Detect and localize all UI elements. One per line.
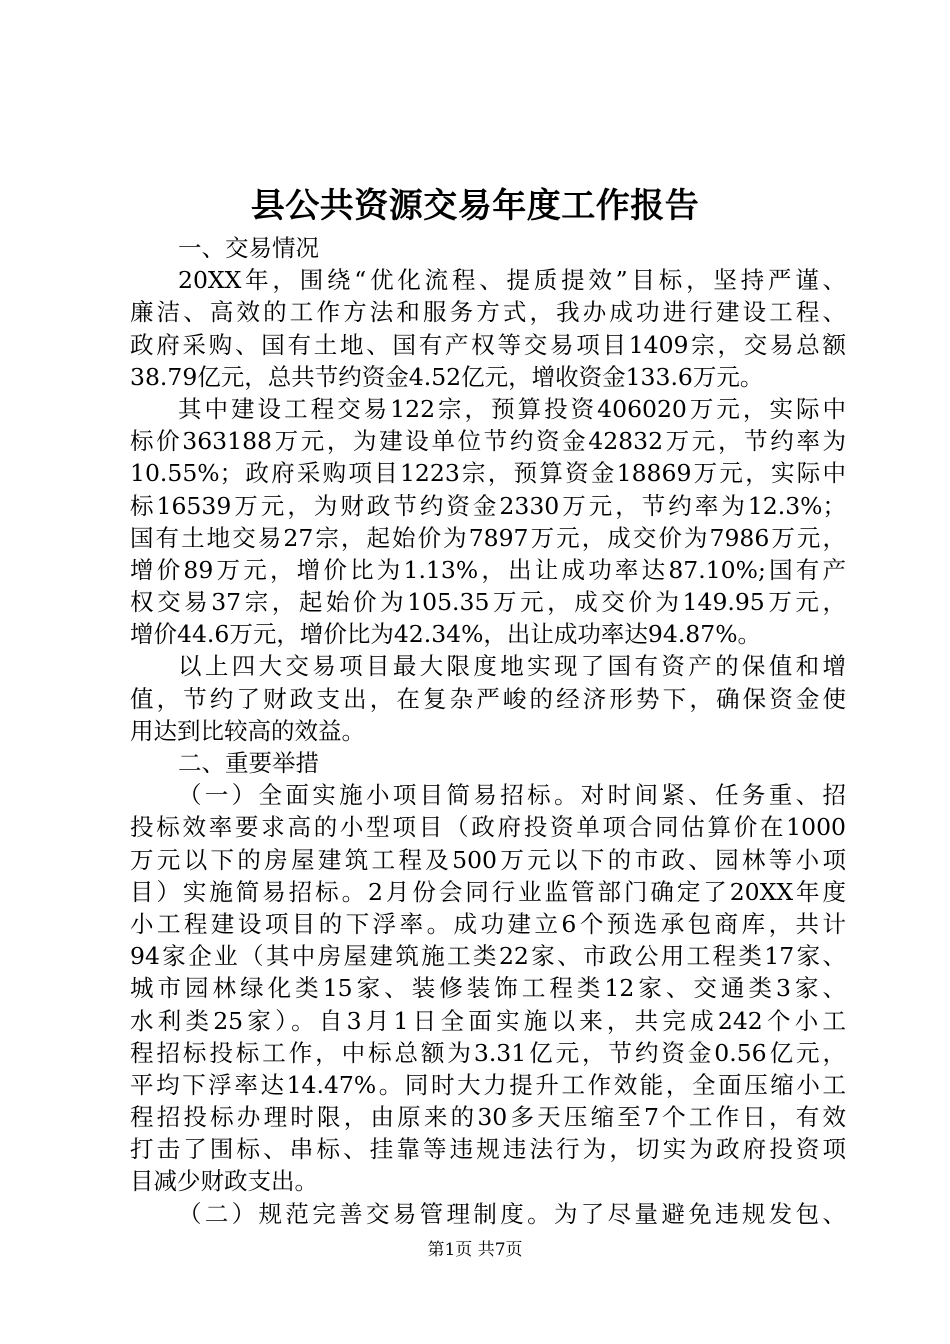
document-body	[130, 232, 846, 1230]
page-footer: 第1页 共7页	[427, 1240, 523, 1260]
paragraph-line: 10.55%；政府采购项目1223宗，预算资金18869万元，实际中	[130, 459, 846, 488]
document-title: 县公共资源交易年度工作报告	[250, 186, 700, 226]
paragraph-line: （一）全面实施小项目简易招标。对时间紧、任务重、招	[178, 781, 846, 810]
paragraph-line: 目）实施简易招标。2月份会同行业监管部门确定了20XX年度	[130, 877, 846, 906]
paragraph-line: 以上四大交易项目最大限度地实现了国有资产的保值和增	[178, 652, 846, 681]
paragraph-line: 用达到比较高的效益。	[130, 716, 365, 745]
paragraph-line: （二）规范完善交易管理制度。为了尽量避免违规发包、	[178, 1199, 846, 1228]
section-heading: 一、交易情况	[178, 234, 319, 262]
paragraph-line: 94家企业（其中房屋建筑施工类22家、市政公用工程类17家、	[130, 942, 846, 971]
paragraph-line: 国有土地交易27宗，起始价为7897万元，成交价为7986万元，	[130, 523, 846, 552]
paragraph-line: 权交易37宗，起始价为105.35万元，成交价为149.95万元，	[130, 588, 846, 617]
paragraph-line: 目减少财政支出。	[130, 1167, 318, 1196]
paragraph-line: 程招投标办理时限，由原来的30多天压缩至7个工作日，有效	[130, 1103, 846, 1132]
paragraph-line: 38.79亿元，总共节约资金4.52亿元，增收资金133.6万元。	[130, 362, 764, 391]
paragraph-line: 标16539万元，为财政节约资金2330万元，节约率为12.3%；	[130, 491, 846, 520]
section-heading: 二、重要举措	[178, 749, 319, 777]
paragraph-line: 水利类25家）。自3月1日全面实施以来，共完成242个小工	[130, 1006, 846, 1035]
paragraph-line: 标价363188万元，为建设单位节约资金42832万元，节约率为	[130, 427, 846, 456]
paragraph-line: 增价89万元，增价比为1.13%，出让成功率达87.10%;国有产	[130, 555, 846, 584]
paragraph-line: 程招标投标工作，中标总额为3.31亿元，节约资金0.56亿元，	[130, 1038, 846, 1067]
paragraph-line: 廉洁、高效的工作方法和服务方式，我办成功进行建设工程、	[130, 298, 846, 327]
paragraph-line: 小工程建设项目的下浮率。成功建立6个预选承包商库，共计	[130, 909, 846, 938]
paragraph-line: 城市园林绿化类15家、装修装饰工程类12家、交通类3家、	[130, 974, 846, 1003]
paragraph-line: 政府采购、国有土地、国有产权等交易项目1409宗，交易总额	[130, 330, 846, 359]
paragraph-line: 平均下浮率达14.47%。同时大力提升工作效能，全面压缩小工	[130, 1070, 846, 1099]
paragraph-line: 值，节约了财政支出，在复杂严峻的经济形势下，确保资金使	[130, 684, 846, 713]
paragraph-line: 增价44.6万元，增价比为42.34%，出让成功率达94.87%。	[130, 620, 762, 649]
paragraph-line: 万元以下的房屋建筑工程及500万元以下的市政、园林等小项	[130, 845, 846, 874]
paragraph-line: 投标效率要求高的小型项目（政府投资单项合同估算价在1000	[130, 813, 846, 842]
paragraph-line: 其中建设工程交易122宗，预算投资406020万元，实际中	[178, 394, 846, 423]
paragraph-line: 20XX年，围绕“优化流程、提质提效”目标，坚持严谨、	[178, 266, 846, 295]
paragraph-line: 打击了围标、串标、挂靠等违规违法行为，切实为政府投资项	[130, 1135, 846, 1164]
